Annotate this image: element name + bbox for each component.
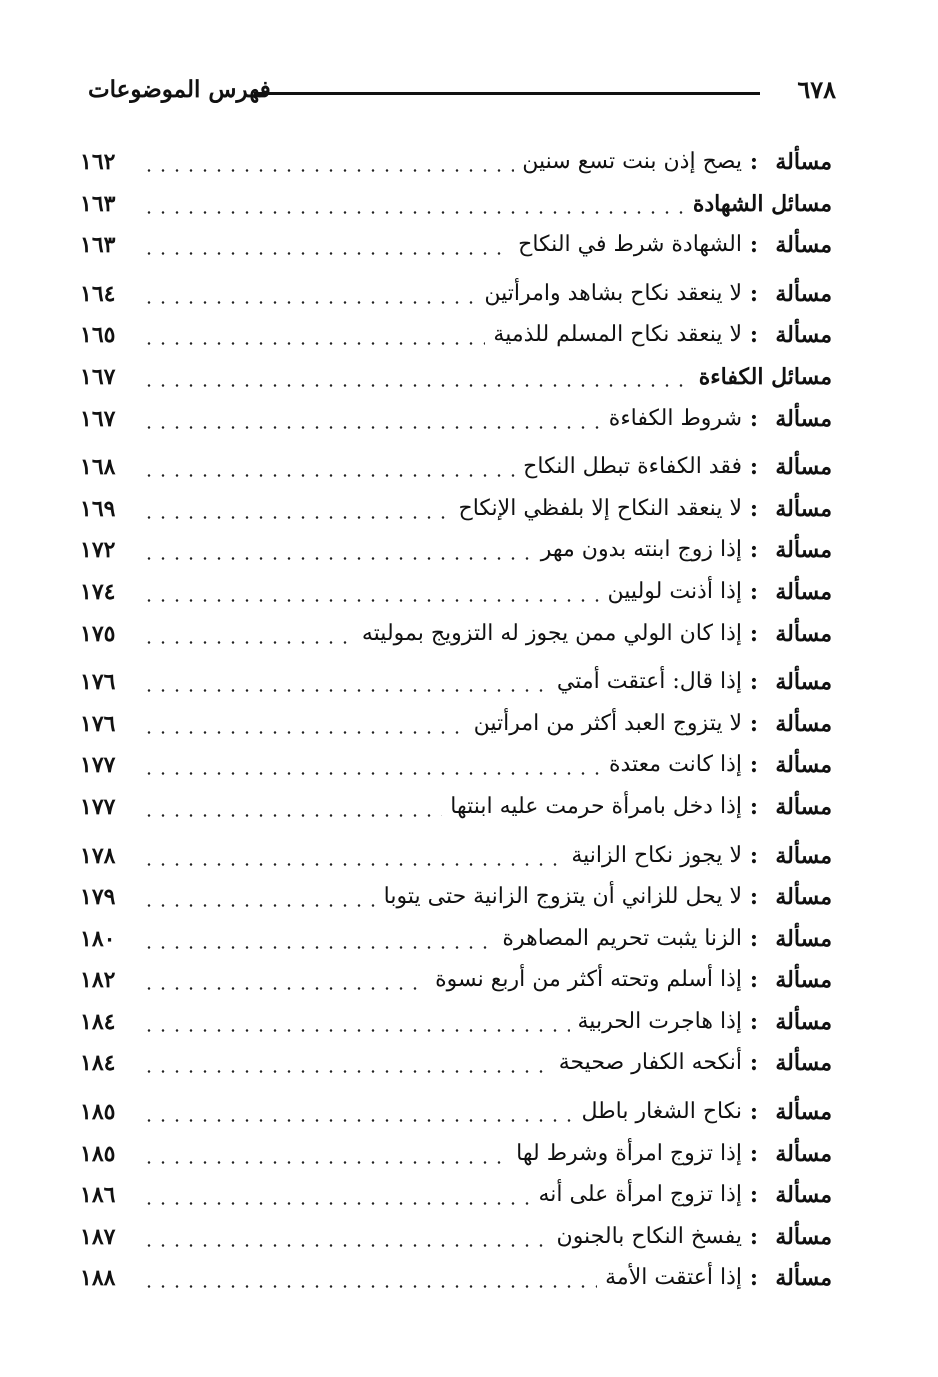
entry-label: مسألة — [775, 620, 832, 647]
leader-dots — [142, 426, 601, 429]
entry-title: إذا كانت معتدة — [608, 752, 742, 778]
entry-label: مسألة — [775, 710, 832, 737]
leader-dots — [142, 1285, 597, 1288]
entry-title: لا ينعقد نكاح بشاهد وامرأتين — [484, 280, 742, 306]
running-title: فهرس الموضوعات — [88, 76, 271, 103]
entry-page-number: ١٨٨ — [80, 1265, 116, 1292]
entry-label: مسألة — [775, 842, 832, 869]
entry-page-number: ١٧٦ — [80, 710, 116, 737]
entry-label: مسألة — [775, 1223, 832, 1250]
entry-label: مسألة — [775, 149, 832, 175]
leader-dots — [142, 301, 476, 304]
entry-page-number: ١٨٦ — [80, 1182, 116, 1209]
toc-section-row — [80, 357, 832, 399]
label-colon: : — [749, 967, 758, 994]
entry-title: إذا دخل بامرأة حرمت عليه ابنتها — [450, 793, 742, 819]
toc-row — [80, 225, 832, 267]
label-colon: : — [749, 710, 758, 737]
entry-page-number: ١٦٤ — [80, 280, 116, 307]
entry-label: مسألة — [775, 1099, 832, 1126]
leader-dots — [142, 516, 451, 519]
leader-dots — [142, 211, 685, 214]
toc-row — [80, 530, 832, 572]
entry-label: مسألة — [775, 1182, 832, 1209]
label-colon: : — [749, 1182, 758, 1209]
leader-dots — [142, 814, 442, 817]
entry-label: مسألة — [775, 884, 832, 911]
entry-title: لا ينعقد النكاح إلا بلفظي الإنكاح — [458, 495, 742, 521]
label-colon: : — [749, 884, 758, 911]
toc-row — [80, 1134, 832, 1176]
entry-page-number: ١٦٢ — [80, 149, 116, 175]
toc-row — [80, 1043, 832, 1085]
section-heading: مسائل الكفاءة — [698, 363, 832, 390]
label-colon: : — [749, 578, 758, 605]
entry-page-number: ١٨٥ — [80, 1140, 116, 1167]
entry-page-number: ١٨٤ — [80, 1050, 116, 1077]
entry-label: مسألة — [775, 232, 832, 259]
table-of-contents — [80, 142, 832, 1300]
entry-page-number: ١٨٢ — [80, 967, 116, 994]
entry-label: مسألة — [775, 752, 832, 779]
entry-page-number: ١٨٤ — [80, 1008, 116, 1035]
entry-label: مسألة — [775, 280, 832, 307]
leader-dots — [142, 641, 354, 644]
toc-section-row — [80, 184, 832, 226]
entry-page-number: ١٧٩ — [80, 884, 116, 911]
entry-label: مسألة — [775, 967, 832, 994]
entry-title: إذا أسلم وتحته أكثر من أربع نسوة — [435, 967, 742, 993]
label-colon: : — [749, 405, 758, 432]
toc-row — [80, 447, 832, 489]
entry-label: مسألة — [775, 1140, 832, 1167]
entry-title: فقد الكفاءة تبطل النكاح — [523, 454, 742, 480]
page-number: ٦٧٨ — [797, 75, 836, 104]
label-colon: : — [749, 495, 758, 522]
leader-dots — [142, 1244, 549, 1247]
entry-title: يفسخ النكاح بالجنون — [556, 1223, 742, 1249]
label-colon: : — [749, 1008, 758, 1035]
leader-dots — [142, 1119, 573, 1122]
entry-page-number: ١٧٦ — [80, 669, 116, 696]
toc-row — [80, 787, 832, 829]
toc-row — [80, 1217, 832, 1259]
entry-page-number: ١٧٥ — [80, 620, 116, 647]
entry-title: إذا قال: أعتقت أمتي — [556, 669, 742, 695]
toc-row — [80, 274, 832, 316]
entry-title: إذا زوج ابنته بدون مهر — [540, 537, 742, 563]
entry-page-number: ١٧٤ — [80, 578, 116, 605]
entry-title: إذا كان الولي ممن يجوز له التزويج بموليته — [361, 620, 742, 646]
entry-title: شروط الكفاءة — [608, 405, 742, 431]
entry-title: الشهادة شرط في النكاح — [518, 232, 742, 258]
leader-dots — [142, 1161, 508, 1164]
toc-row — [80, 704, 832, 746]
entry-page-number: ١٨٥ — [80, 1099, 116, 1126]
label-colon: : — [749, 793, 758, 820]
label-colon: : — [749, 1099, 758, 1126]
toc-row — [80, 662, 832, 704]
toc-row — [80, 142, 832, 184]
entry-label: مسألة — [775, 454, 832, 481]
leader-dots — [142, 689, 549, 692]
entry-label: مسألة — [775, 1050, 832, 1077]
label-colon: : — [749, 752, 758, 779]
label-colon: : — [749, 454, 758, 481]
toc-row — [80, 1002, 832, 1044]
label-colon: : — [749, 149, 758, 175]
toc-row — [80, 960, 832, 1002]
entry-page-number: ١٦٧ — [80, 363, 116, 390]
toc-row — [80, 315, 832, 357]
entry-title: إذا أعتقت الأمة — [605, 1265, 742, 1291]
toc-row — [80, 399, 832, 441]
entry-label: مسألة — [775, 495, 832, 522]
entry-page-number: ١٦٧ — [80, 405, 116, 432]
header-rule — [254, 92, 760, 95]
entry-label: مسألة — [775, 925, 832, 952]
toc-row — [80, 1258, 832, 1300]
entry-page-number: ١٨٧ — [80, 1223, 116, 1250]
label-colon: : — [749, 669, 758, 696]
entry-label: مسألة — [775, 669, 832, 696]
leader-dots — [142, 731, 466, 734]
leader-dots — [142, 252, 510, 255]
toc-row — [80, 1175, 832, 1217]
entry-title: إذا هاجرت الحربية — [577, 1008, 742, 1034]
label-colon: : — [749, 322, 758, 349]
toc-row — [80, 919, 832, 961]
label-colon: : — [749, 1223, 758, 1250]
label-colon: : — [749, 1140, 758, 1167]
toc-row — [80, 836, 832, 878]
toc-row — [80, 489, 832, 531]
entry-title: يصح إذن بنت تسع سنين — [522, 149, 742, 174]
entry-page-number: ١٦٣ — [80, 190, 116, 217]
entry-title: الزنا يثبت تحريم المصاهرة — [502, 925, 742, 951]
leader-dots — [142, 599, 600, 602]
toc-row — [80, 1092, 832, 1134]
entry-title: إذا تزوج امرأة وشرط لها — [516, 1140, 742, 1166]
label-colon: : — [749, 280, 758, 307]
label-colon: : — [749, 1050, 758, 1077]
entry-title: إذا أذنت لوليين — [607, 578, 742, 604]
entry-title: نكاح الشغار باطل — [581, 1099, 742, 1125]
leader-dots — [142, 384, 691, 387]
label-colon: : — [749, 1265, 758, 1292]
page-header — [88, 70, 836, 114]
entry-page-number: ١٦٥ — [80, 322, 116, 349]
label-colon: : — [749, 842, 758, 869]
entry-page-number: ١٧٧ — [80, 793, 116, 820]
entry-label: مسألة — [775, 322, 832, 349]
entry-page-number: ١٦٩ — [80, 495, 116, 522]
entry-page-number: ١٧٧ — [80, 752, 116, 779]
entry-label: مسألة — [775, 793, 832, 820]
label-colon: : — [749, 537, 758, 564]
leader-dots — [142, 946, 494, 949]
entry-title: لا يحل للزاني أن يتزوج الزانية حتى يتوبا — [383, 884, 742, 910]
label-colon: : — [749, 620, 758, 647]
leader-dots — [142, 557, 533, 560]
entry-label: مسألة — [775, 1265, 832, 1292]
section-heading: مسائل الشهادة — [692, 190, 832, 217]
entry-page-number: ١٦٣ — [80, 232, 116, 259]
entry-page-number: ١٦٨ — [80, 454, 116, 481]
leader-dots — [142, 474, 515, 477]
entry-label: مسألة — [775, 578, 832, 605]
leader-dots — [142, 904, 376, 907]
toc-row — [80, 614, 832, 656]
entry-page-number: ١٧٨ — [80, 842, 116, 869]
entry-title: أنكحه الكفار صحيحة — [558, 1050, 742, 1076]
entry-title: إذا تزوج امرأة على أنه — [538, 1182, 742, 1208]
label-colon: : — [749, 925, 758, 952]
label-colon: : — [749, 232, 758, 259]
leader-dots — [142, 1029, 570, 1032]
entry-label: مسألة — [775, 1008, 832, 1035]
leader-dots — [142, 169, 514, 172]
leader-dots — [142, 987, 427, 990]
leader-dots — [142, 342, 485, 345]
entry-page-number: ١٨٠ — [80, 925, 116, 952]
leader-dots — [142, 1070, 551, 1073]
toc-row — [80, 745, 832, 787]
leader-dots — [142, 772, 601, 775]
entry-title: لا يجوز نكاح الزانية — [571, 842, 742, 868]
entry-label: مسألة — [775, 405, 832, 432]
leader-dots — [142, 1202, 530, 1205]
entry-page-number: ١٧٢ — [80, 537, 116, 564]
entry-title: لا ينعقد نكاح المسلم للذمية — [493, 322, 742, 348]
toc-row — [80, 572, 832, 614]
toc-row — [80, 877, 832, 919]
leader-dots — [142, 863, 563, 866]
entry-title: لا يتزوج العبد أكثر من امرأتين — [473, 710, 742, 736]
entry-label: مسألة — [775, 537, 832, 564]
